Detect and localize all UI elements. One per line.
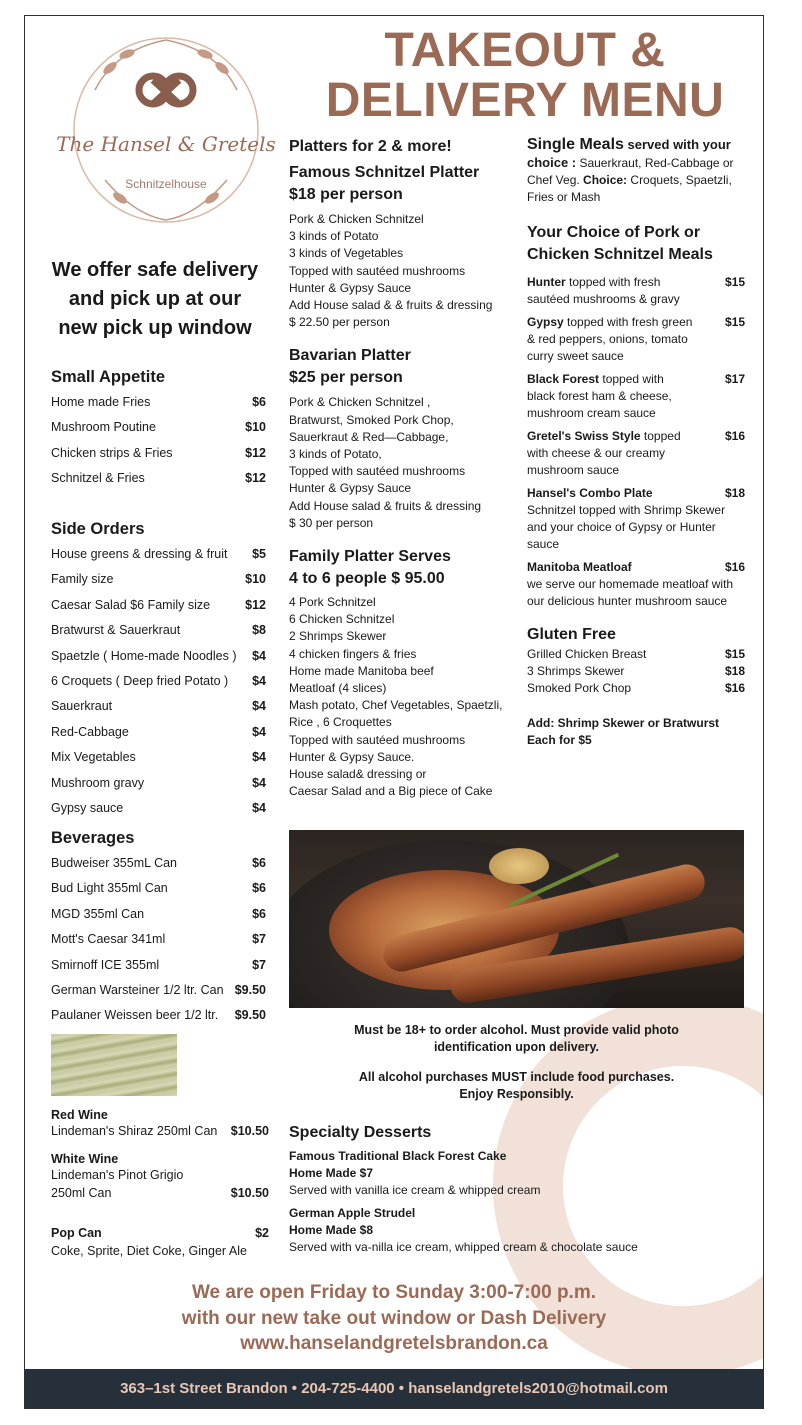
section-subheading: White Wine [51,1152,119,1166]
small-appetite-section [51,368,266,497]
meal-item: Hansel's Combo Plate $18 Schnitzel topped with Shrimp Skewer and your choice of Gypsy or Hunter sauce [527,486,745,551]
section-heading: Small Appetite [51,368,165,386]
dessert-item: Famous Traditional Black Forest Cake Home Made $7 Served with vanilla ice cream & whipped cream [289,1149,541,1197]
meal-item: Hunter topped with fresh $15 sautéed mushrooms & gravy [527,275,745,306]
platter-title: Bavarian Platter [289,347,411,365]
menu-item: Mushroom gravy $4 [51,775,266,790]
section-heading: Side Orders [51,520,145,538]
menu-item: Bud Light 355ml Can $6 [51,881,266,896]
contact-footer: 363–1st Street Brandon • 204-725-4400 • hanselandgretels2010@hotmail.com [25,1369,763,1408]
menu-item: 250ml Can $10.50 [51,1186,269,1200]
beverages-section [51,829,266,1034]
meal-item: Black Forest topped with $17 black forest ham & cheese, mushroom cream sauce [527,372,745,420]
menu-item: Family size $10 [51,572,266,587]
menu-item: 6 Croquets ( Deep fried Potato ) $4 [51,673,266,688]
menu-item: Mix Vegetables $4 [51,750,266,765]
menu-item: Lindeman's Pinot Grigio [51,1168,184,1182]
menu-item: Lindeman's Shiraz 250ml Can $10.50 [51,1124,269,1138]
side-orders-section [51,520,266,826]
section-heading: Beverages [51,829,135,847]
alcohol-id-notice: Must be 18+ to order alcohol. Must provide valid photo identification upon delivery. [354,1023,679,1054]
add-on-note: Add: Shrimp Skewer or Bratwurst [527,716,720,730]
menu-item: Sauerkraut $4 [51,699,266,714]
menu-item: Budweiser 355mL Can $6 [51,856,266,870]
section-heading: Your Choice of Pork or [527,224,701,241]
logo-wreath-icon [55,30,277,230]
menu-item: Spaetzle ( Home-made Noodles ) $4 [51,648,266,663]
meal-item: Manitoba Meatloaf $16 we serve our homemade meatloaf with our delicious hunter mushroom sauce [527,560,745,608]
platter-description: Pork & Chicken Schnitzel 3 kinds of Potato 3 kinds of Vegetables Topped with sautéed mushrooms Hunter & Gypsy Sauce Add House salad & & fruits & dressing $ 22.50 per person [289,212,493,330]
platter-description: Pork & Chicken Schnitzel , Bratwurst, Smoked Pork Chop, Sauerkraut & Red—Cabbage, 3 kinds of Potato, Topped with sautéed mushrooms Hunter & Gypsy Sauce Add House salad & fruits & dressing $ 30 per person [289,395,482,530]
menu-item: Red-Cabbage $4 [51,724,266,739]
menu-page [24,15,764,1409]
restaurant-logo [55,30,275,230]
pretzel-icon [139,76,193,104]
delivery-intro [39,256,271,343]
menu-item: 3 Shrimps Skewer $18 [527,664,745,678]
menu-item: Pop Can $2 [51,1226,269,1240]
platters-section [289,136,521,800]
platter-title: Famous Schnitzel Platter [289,164,480,181]
platter-price: $25 per person [289,369,403,387]
menu-item-desc: Coke, Sprite, Diet Coke, Ginger Ale [51,1244,247,1258]
red-wine-section [51,1108,269,1140]
logo-subtitle: Schnitzelhouse [125,177,207,191]
menu-item: Mushroom Poutine $10 [51,420,266,435]
section-heading: Platters for 2 & more! [289,138,452,155]
menu-item: Paulaner Weissen beer 1/2 ltr. $9.50 [51,1008,266,1023]
page-title [295,26,755,126]
title-line-1: TAKEOUT & [384,24,666,77]
alcohol-food-notice: All alcohol purchases MUST include food purchases. Enjoy Responsibly. [358,1070,675,1101]
menu-item: Grilled Chicken Breast $15 [527,647,745,661]
section-subheading: Red Wine [51,1108,108,1122]
single-meals-text: Single Meals served with your choice : Sauerkraut, Red-Cabbage or Chef Veg. Choice: Croquets, Spaetzli, Fries or Mash [527,136,734,204]
intro-line: and pick up at our [68,288,242,310]
single-meals-section [527,136,745,749]
platter-price: $18 per person [289,186,403,203]
section-heading: Chicken Schnitzel Meals [527,246,713,263]
menu-item: Smoked Pork Chop $16 [527,681,745,695]
section-heading: Specialty Desserts [289,1124,432,1141]
menu-item: Caesar Salad $6 Family size $12 [51,597,266,612]
website-link[interactable]: www.hanselandgretelsbrandon.ca [240,1333,548,1354]
intro-line: We offer safe delivery [51,259,259,281]
menu-item: Gypsy sauce $4 [51,800,266,815]
platter-description: 4 Pork Schnitzel 6 Chicken Schnitzel 2 Shrimps Skewer 4 chicken fingers & fries Home made Manitoba beef Meatloaf (4 slices) Mash potato, Chef Vegetables, Spaetzli, Rice , 6 Croquettes Topped with sautéed mushrooms Hunter & Gypsy Sauce. House salad& dressing or Caesar Salad and a Big piece of Cake [289,595,503,799]
section-heading: Gluten Free [527,626,616,643]
menu-item: Chicken strips & Fries $12 [51,445,266,460]
pop-can-section [51,1224,269,1260]
menu-item: Home made Fries $6 [51,395,266,409]
menu-item: Smirnoff ICE 355ml $7 [51,957,266,972]
menu-item: Mott's Caesar 341ml $7 [51,932,266,947]
menu-item: MGD 355ml Can $6 [51,906,266,921]
dessert-item: German Apple Strudel Home Made $8 Served with va-nilla ice cream, whipped cream & chocolate sauce [289,1206,638,1254]
menu-item: Schnitzel & Fries $12 [51,471,266,486]
add-on-note: Each for $5 [527,733,592,747]
meal-item: Gretel's Swiss Style topped $16 with cheese & our creamy mushroom sauce [527,429,745,477]
platter-title: Family Platter Serves [289,548,451,566]
menu-item: House greens & dressing & fruit $5 [51,547,266,561]
beverage-photo [51,1034,177,1096]
title-line-2: DELIVERY MENU [325,74,725,127]
intro-line: new pick up window [58,317,252,339]
gluten-free-section [527,624,745,749]
meal-item: Gypsy topped with fresh green $15 & red peppers, onions, tomato curry sweet sauce [527,315,745,363]
logo-name: The Hansel & Gretels [56,132,276,156]
opening-hours: We are open Friday to Sunday 3:00-7:00 p.m. with our new take out window or Dash Delivery [181,1282,607,1329]
menu-item: German Warsteiner 1/2 ltr. Can $9.50 [51,982,266,997]
platter-price: 4 to 6 people $ 95.00 [289,570,445,588]
white-wine-section [51,1152,269,1202]
desserts-section [289,1122,744,1256]
menu-item: Bratwurst & Sauerkraut $8 [51,623,266,638]
sausage-food-photo [289,830,744,1008]
